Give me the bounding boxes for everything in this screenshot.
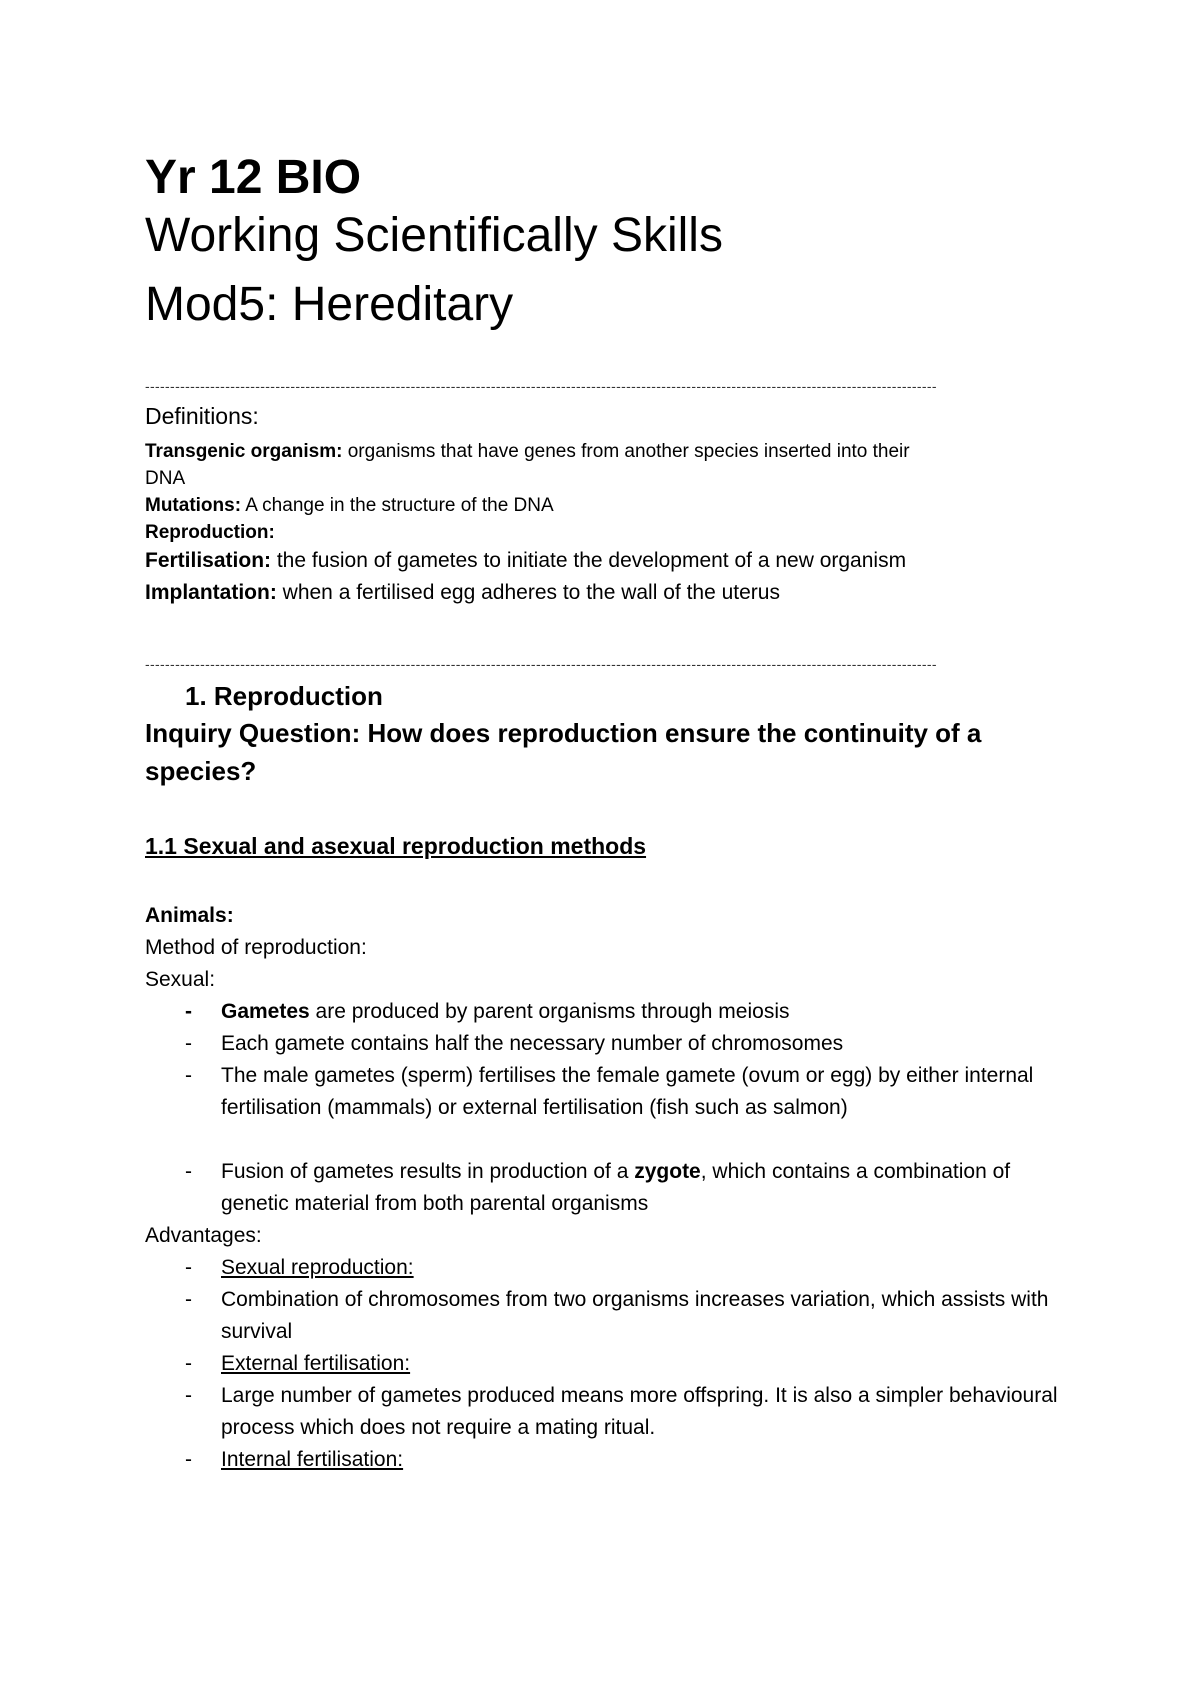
term-zygote: zygote — [634, 1160, 701, 1183]
bullet-dash: - — [185, 1448, 192, 1471]
term-fertilisation: Fertilisation: — [145, 549, 272, 572]
definition-fertilisation — [145, 545, 1065, 577]
bullet-dash: - — [185, 1160, 192, 1183]
list-item — [185, 996, 1065, 1028]
bullet-dash: - — [185, 1352, 192, 1375]
animals-heading: Animals: — [145, 904, 234, 927]
bullet-text-post: , which contains a combination of genetic material from both parental organisms — [221, 1160, 1011, 1215]
advantages-label: Advantages: — [145, 1224, 262, 1247]
subsection-heading: 1.1 Sexual and asexual reproduction methods — [145, 833, 647, 859]
term-reproduction: Reproduction: — [145, 522, 275, 543]
list-item — [185, 1252, 1065, 1284]
bullet-dash: - — [185, 1064, 192, 1087]
divider-middle: -------------------------------------------------------------------------------------------------------------------------------------------------------------- — [145, 656, 937, 672]
list-item — [185, 1284, 1065, 1348]
def-implantation: when a fertilised egg adheres to the wall of the uterus — [276, 581, 780, 604]
definition-implantation — [145, 577, 1065, 609]
sexual-label: Sexual: — [145, 968, 216, 991]
section-heading-reproduction: 1. Reproduction — [185, 681, 383, 711]
bullet-dash: - — [185, 1256, 192, 1279]
list-item — [185, 1028, 1065, 1060]
divider-top: -------------------------------------------------------------------------------------------------------------------------------------------------------------- — [145, 378, 937, 394]
term-mutations: Mutations: — [145, 495, 242, 516]
bullet-dash: - — [185, 1000, 192, 1023]
document-subtitle-module: Mod5: Hereditary — [145, 278, 514, 331]
bullet-dash: - — [185, 1384, 192, 1407]
term-gametes: Gametes — [221, 1000, 310, 1023]
bullet-dash: - — [185, 1288, 192, 1311]
bullet-text: Combination of chromosomes from two organisms increases variation, which assists with survival — [221, 1288, 1049, 1343]
inquiry-question-line1: Inquiry Question: How does reproduction ensure the continuity of a — [145, 718, 982, 748]
bullet-text: Sexual reproduction: — [221, 1256, 414, 1279]
inquiry-question-line2: species? — [145, 756, 257, 786]
list-item — [185, 1156, 1065, 1220]
list-item — [185, 1380, 1065, 1444]
term-implantation: Implantation: — [145, 581, 277, 604]
method-label: Method of reproduction: — [145, 936, 367, 959]
bullet-text: Internal fertilisation: — [221, 1448, 404, 1471]
bullet-dash: - — [185, 1032, 192, 1055]
bullet-text: Each gamete contains half the necessary number of chromosomes — [221, 1032, 844, 1055]
bullet-text-pre: Fusion of gametes results in production of a — [221, 1160, 635, 1183]
list-item — [185, 1060, 1065, 1124]
def-fertilisation: the fusion of gametes to initiate the development of a new organism — [271, 549, 907, 572]
bullet-text: External fertilisation: — [221, 1352, 411, 1375]
def-mutations: A change in the structure of the DNA — [241, 495, 554, 516]
document-subtitle-skills: Working Scientifically Skills — [145, 209, 723, 262]
bullet-text: Large number of gametes produced means more offspring. It is also a simpler behavioural process which does not require a mating ritual. — [221, 1384, 1058, 1439]
definition-transgenic-cont: DNA — [145, 468, 186, 489]
list-item — [185, 1348, 1065, 1380]
document-title: Yr 12 BIO — [145, 151, 362, 204]
bullet-text: The male gametes (sperm) fertilises the female gamete (ovum or egg) by either internal fertilisation (mammals) or external fertilisation (fish such as salmon) — [221, 1064, 1034, 1119]
term-transgenic: Transgenic organism: — [145, 441, 343, 462]
definitions-heading — [145, 400, 1065, 432]
definitions-heading-text: Definitions: — [145, 403, 259, 429]
def-transgenic: organisms that have genes from another species inserted into their — [342, 441, 910, 462]
bullet-text: are produced by parent organisms through meiosis — [309, 1000, 790, 1023]
list-item — [185, 1444, 1065, 1476]
